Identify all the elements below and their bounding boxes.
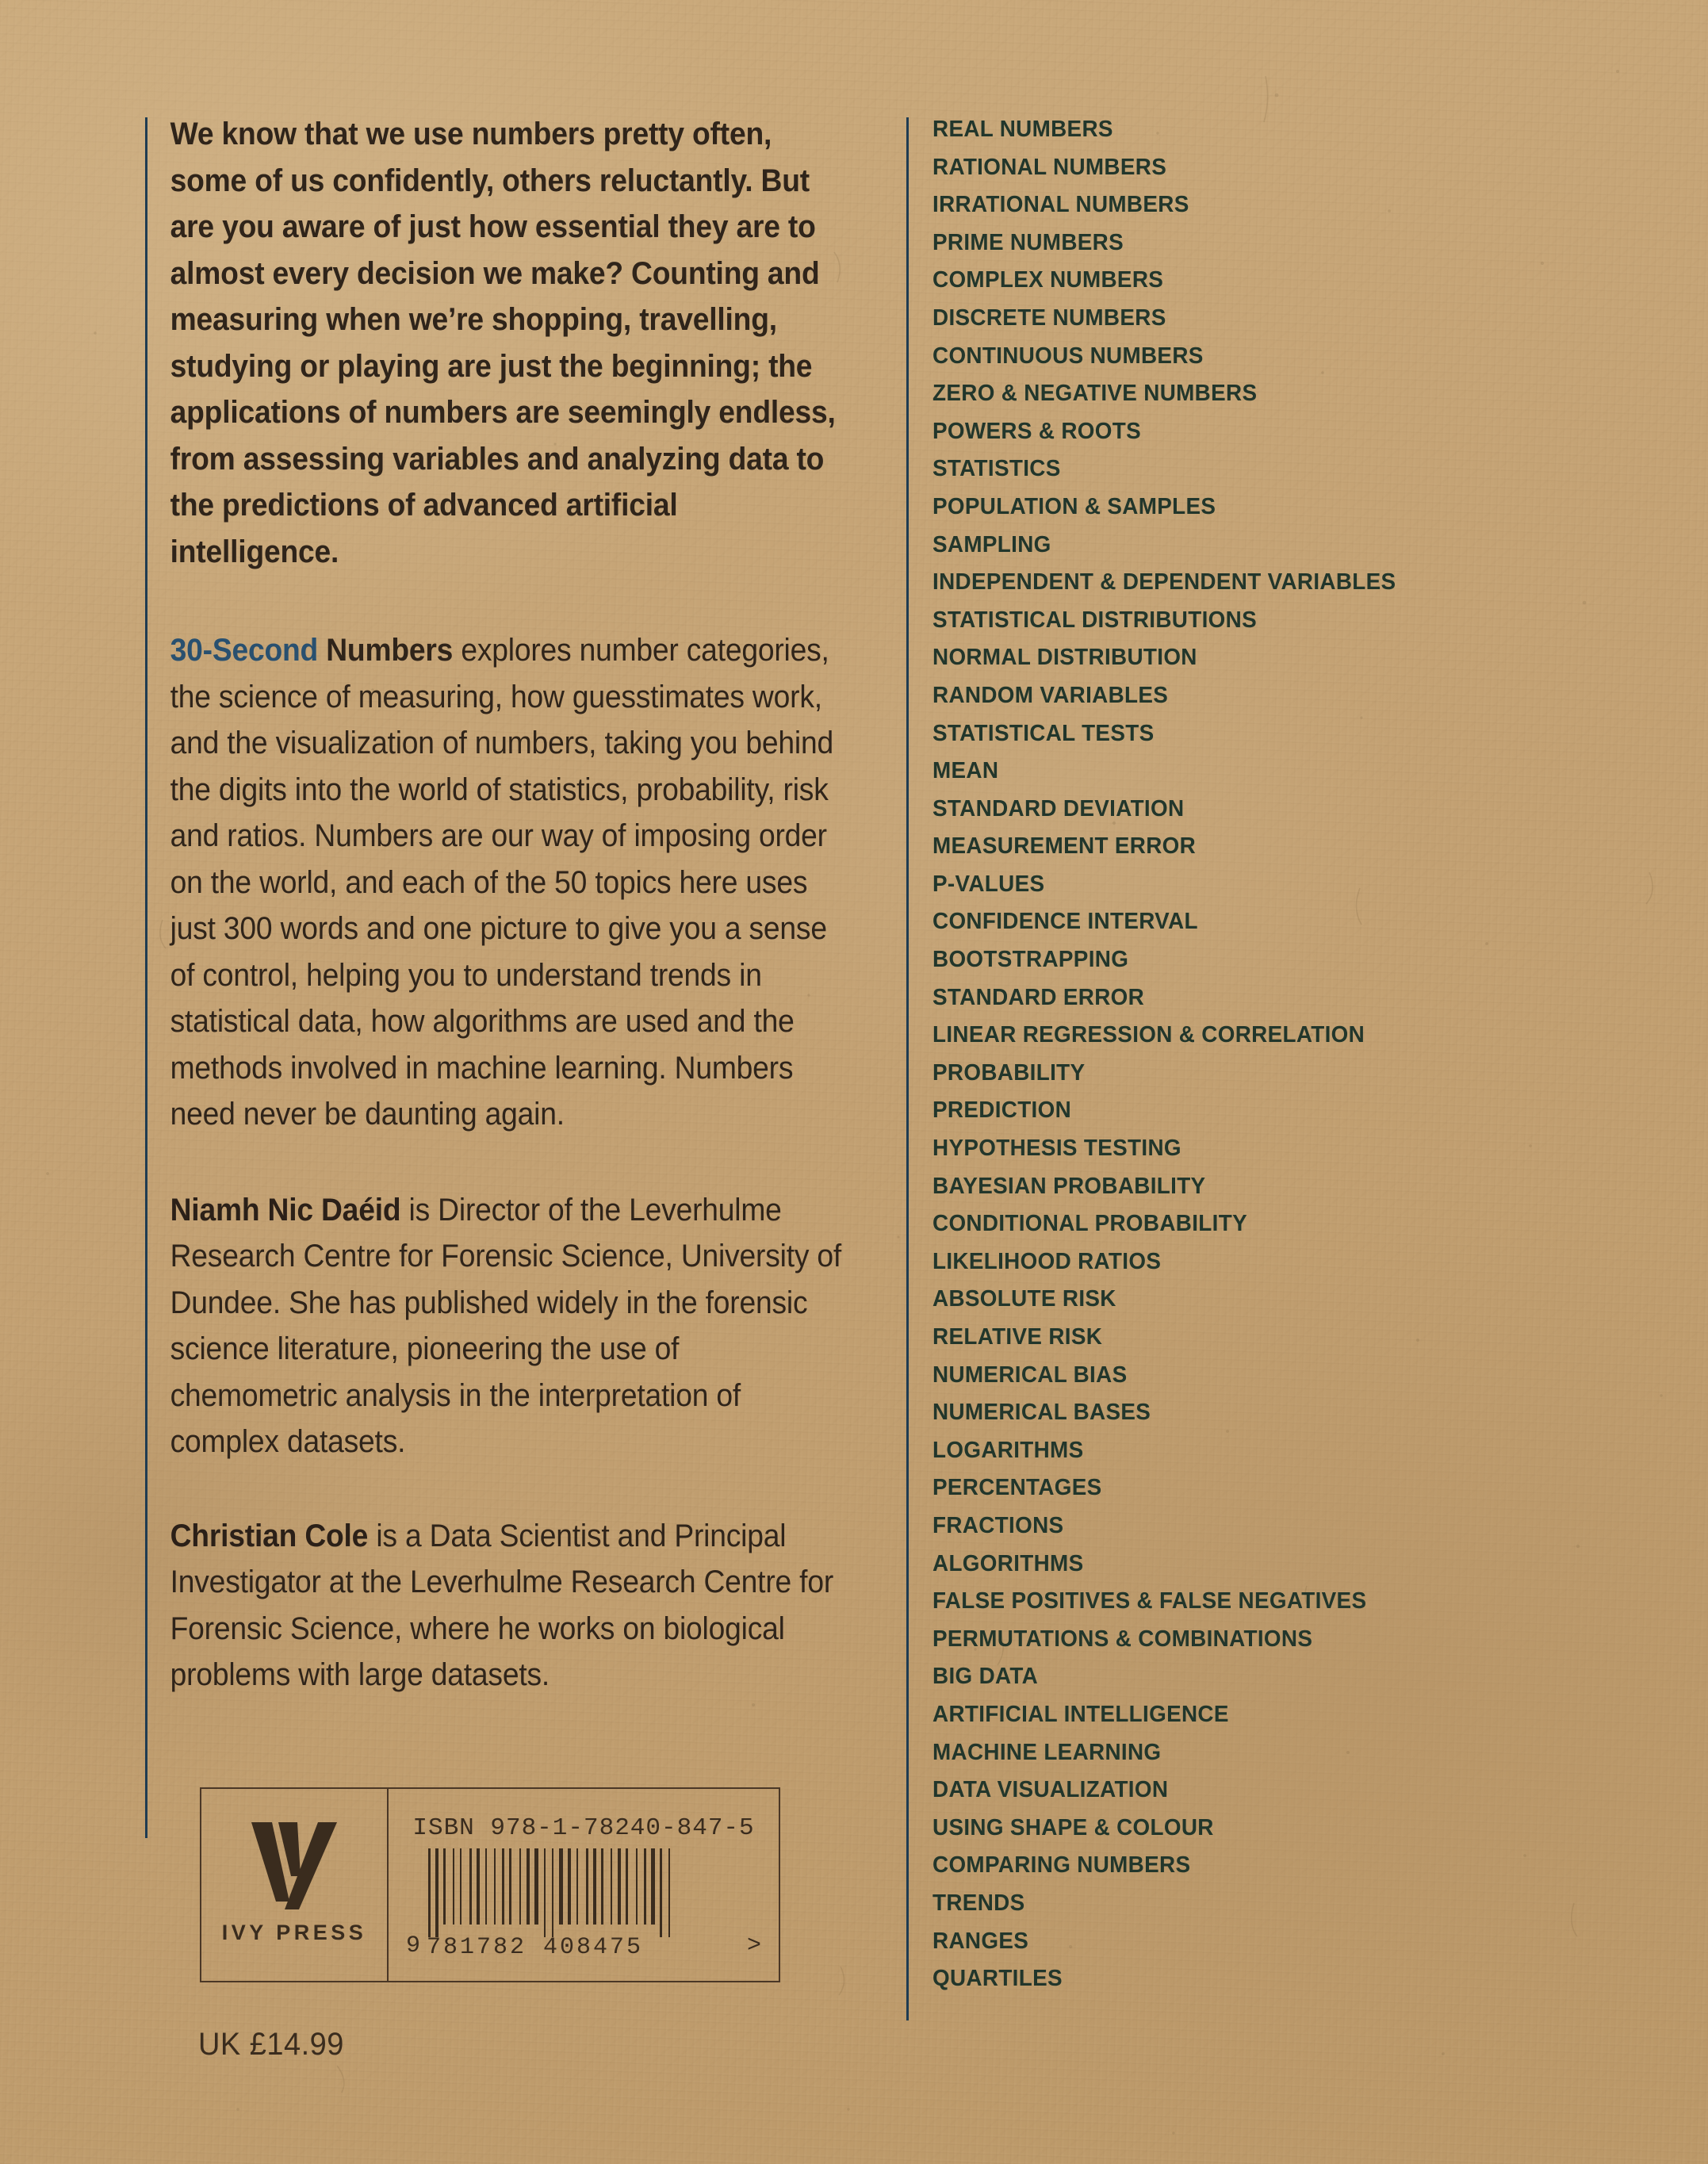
topic-list-item: CONFIDENCE INTERVAL bbox=[933, 909, 1198, 935]
topic-list-item: RANDOM VARIABLES bbox=[933, 682, 1169, 708]
topic-list-item: HYPOTHESIS TESTING bbox=[933, 1136, 1181, 1162]
topic-list-item: PERMUTATIONS & COMBINATIONS bbox=[933, 1626, 1313, 1652]
topic-list-item: LINEAR REGRESSION & CORRELATION bbox=[933, 1022, 1365, 1048]
topic-list-item: RATIONAL NUMBERS bbox=[933, 154, 1167, 180]
topic-list-item: MEAN bbox=[933, 758, 999, 784]
topic-list-item: STANDARD DEVIATION bbox=[933, 795, 1185, 822]
topic-list-item: ABSOLUTE RISK bbox=[933, 1286, 1116, 1312]
topic-list-item: BAYESIAN PROBABILITY bbox=[933, 1173, 1206, 1199]
ean-tail-chevron: > bbox=[747, 1932, 762, 1959]
topic-list-item: INDEPENDENT & DEPENDENT VARIABLES bbox=[933, 569, 1396, 596]
topic-list-item: RANGES bbox=[933, 1928, 1029, 1954]
topic-list-item: DATA VISUALIZATION bbox=[933, 1777, 1169, 1803]
topic-list-item: REAL NUMBERS bbox=[933, 117, 1113, 142]
topic-list-item: NORMAL DISTRIBUTION bbox=[933, 645, 1197, 671]
book-title-suffix: Numbers bbox=[326, 633, 454, 668]
topic-list-item: USING SHAPE & COLOUR bbox=[933, 1814, 1214, 1840]
author-bio-text-1: is Director of the Leverhulme Research Centre for Forensic Science, University of Dundee. She has published widely in the forensic science literature, pioneering the use of chemometric analysis in the interpretation of complex datasets. bbox=[170, 1192, 842, 1459]
topic-list-item: STANDARD ERROR bbox=[933, 984, 1145, 1010]
topic-list-item: PROBABILITY bbox=[933, 1059, 1086, 1086]
lead-paragraph: We know that we use numbers pretty often, some of us confidently, others reluctantly. But are you aware of just how essential they are to almost every decision we make? Counting and measuring when we’re shopping, travelling, studying or playing are just the beginning; the applications of numbers are seemingly endless, from assessing variables and analyzing data to the predictions of advanced artificial intelligence. bbox=[170, 117, 836, 569]
isbn-publisher-box bbox=[200, 1787, 780, 1982]
book-description-paragraph bbox=[145, 627, 847, 1138]
topic-list-item: BIG DATA bbox=[933, 1664, 1039, 1690]
topic-list bbox=[906, 111, 1596, 1998]
topic-list-item: POPULATION & SAMPLES bbox=[933, 493, 1216, 519]
topic-list-item: MACHINE LEARNING bbox=[933, 1739, 1162, 1765]
topic-list-item: FRACTIONS bbox=[933, 1512, 1064, 1538]
topic-list-item: MEASUREMENT ERROR bbox=[933, 833, 1197, 860]
blurb-column bbox=[145, 111, 842, 1699]
ean-lead-digit: 9 bbox=[405, 1932, 420, 1959]
topic-list-item: ZERO & NEGATIVE NUMBERS bbox=[933, 381, 1258, 407]
ean-digits: 781782 408475 bbox=[427, 1933, 644, 1961]
topic-list-item: COMPLEX NUMBERS bbox=[933, 267, 1164, 293]
topic-list-item: NUMERICAL BIAS bbox=[933, 1362, 1128, 1388]
topic-list-item: PRIME NUMBERS bbox=[933, 229, 1124, 255]
publisher-logo-cell bbox=[201, 1789, 389, 1981]
topic-list-item: PERCENTAGES bbox=[933, 1475, 1102, 1501]
barcode-cell bbox=[389, 1789, 779, 1981]
author-name-1: Niamh Nic Daéid bbox=[170, 1192, 401, 1228]
topic-list-item: NUMERICAL BASES bbox=[933, 1400, 1151, 1426]
topic-list-item: STATISTICS bbox=[933, 456, 1061, 482]
ivy-press-v-logo-icon bbox=[250, 1819, 339, 1913]
topic-list-item: CONDITIONAL PROBABILITY bbox=[933, 1211, 1247, 1237]
topic-list-item: RELATIVE RISK bbox=[933, 1324, 1103, 1350]
topic-list-item: STATISTICAL TESTS bbox=[933, 720, 1155, 746]
topic-list-item: CONTINUOUS NUMBERS bbox=[933, 343, 1204, 369]
author-bio-2 bbox=[145, 1513, 847, 1699]
topic-list-item: ARTIFICIAL INTELLIGENCE bbox=[933, 1701, 1229, 1727]
topic-list-item: QUARTILES bbox=[933, 1966, 1063, 1992]
author-bio-1 bbox=[145, 1187, 847, 1465]
book-description-body: explores number categories, the science of measuring, how guesstimates work, and the visualization of numbers, taking you behind the digits into the world of statistics, probability, risk and ratios. Numbers are our way of imposing order on the world, and each of the 50 topics here uses just 300 words and one picture to give you a sense of control, helping you to understand trends in statistical data, how algorithms are used and the methods involved in machine learning. Numbers need never be daunting again. bbox=[170, 633, 833, 1132]
barcode-bars-icon bbox=[427, 1848, 744, 1937]
publisher-name: IVY PRESS bbox=[221, 1920, 367, 1944]
isbn-label: ISBN 978-1-78240-847-5 bbox=[412, 1814, 755, 1842]
ean-barcode bbox=[406, 1848, 761, 1961]
topic-list-item: LOGARITHMS bbox=[933, 1437, 1084, 1463]
topic-list-item: P-VALUES bbox=[933, 871, 1045, 897]
topic-list-item: IRRATIONAL NUMBERS bbox=[933, 192, 1189, 218]
topic-list-item: POWERS & ROOTS bbox=[933, 418, 1142, 444]
topic-list-item: BOOTSTRAPPING bbox=[933, 947, 1129, 973]
price-label: UK £14.99 bbox=[198, 2027, 344, 2062]
topic-list-item: TRENDS bbox=[933, 1890, 1025, 1916]
topic-list-item: PREDICTION bbox=[933, 1097, 1072, 1124]
topic-list-item: STATISTICAL DISTRIBUTIONS bbox=[933, 607, 1257, 633]
topic-list-column bbox=[906, 111, 1596, 1998]
author-bio-text-2: is a Data Scientist and Principal Investigator at the Leverhulme Research Centre for Forensic Science, where he works on biological problems with large datasets. bbox=[170, 1518, 834, 1692]
topic-list-item: LIKELIHOOD RATIOS bbox=[933, 1248, 1162, 1274]
book-title-prefix: 30-Second bbox=[170, 633, 319, 668]
topic-list-item: DISCRETE NUMBERS bbox=[933, 304, 1166, 331]
author-name-2: Christian Cole bbox=[170, 1518, 369, 1553]
topic-list-item: SAMPLING bbox=[933, 531, 1051, 557]
topic-list-item: FALSE POSITIVES & FALSE NEGATIVES bbox=[933, 1588, 1367, 1614]
topic-list-item: COMPARING NUMBERS bbox=[933, 1852, 1191, 1879]
topic-list-item: ALGORITHMS bbox=[933, 1550, 1084, 1576]
